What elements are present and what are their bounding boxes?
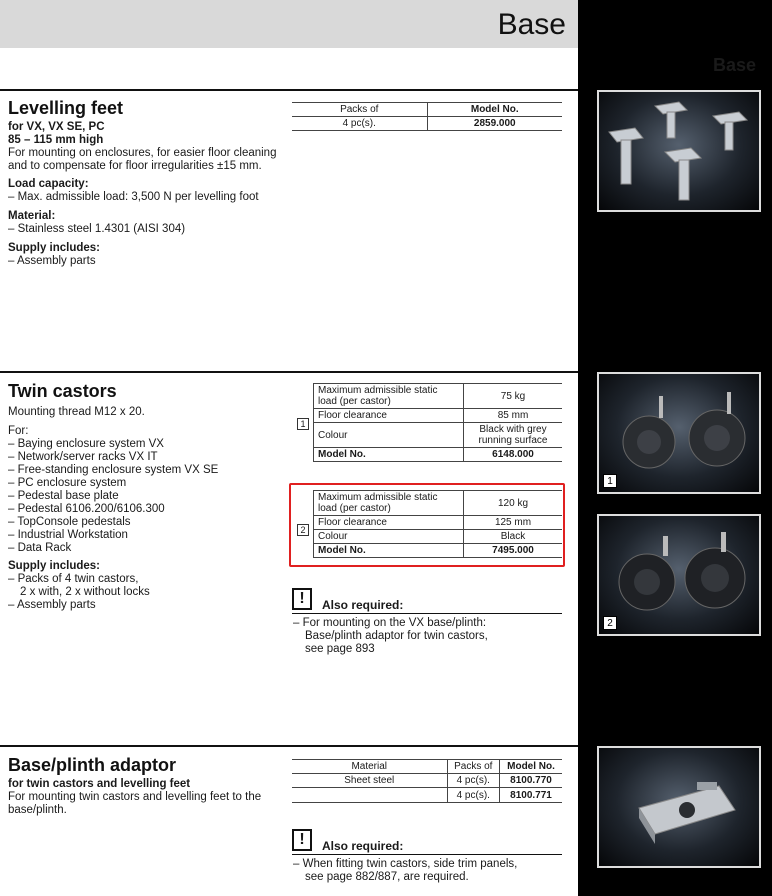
adaptor-table bbox=[292, 759, 562, 803]
for-item: – Pedestal 6106.200/6106.300 bbox=[8, 503, 165, 515]
also-required-line: – For mounting on the VX base/plinth: bbox=[293, 617, 487, 629]
adaptor-photo bbox=[597, 746, 761, 868]
packs-value: 4 pc(s). bbox=[447, 788, 500, 803]
material-value bbox=[292, 788, 447, 803]
material-text: – Stainless steel 1.4301 (AISI 304) bbox=[8, 223, 186, 235]
for-heading: For: bbox=[8, 425, 29, 437]
highlight-box bbox=[289, 483, 565, 567]
castors-title: Twin castors bbox=[8, 381, 117, 401]
header-band bbox=[0, 0, 578, 48]
also-required-line: Base/plinth adaptor for twin castors, bbox=[305, 630, 488, 642]
castors-supply-line: 2 x with, 2 x without locks bbox=[20, 586, 150, 598]
also-required-heading: Also required: bbox=[322, 598, 404, 612]
material-value: Sheet steel bbox=[292, 774, 447, 788]
model-label: Model No. bbox=[314, 544, 464, 558]
castor-photo-2 bbox=[597, 514, 761, 636]
load-label-line-2: load (per castor) bbox=[318, 503, 391, 514]
load-capacity-heading: Load capacity: bbox=[8, 178, 89, 190]
load-value: 120 kg bbox=[464, 491, 563, 516]
for-item: – Pedestal base plate bbox=[8, 490, 119, 502]
table-row bbox=[314, 423, 563, 448]
levelling-feet-illustration bbox=[599, 92, 759, 210]
load-label-line-1: Maximum admissible static bbox=[318, 385, 438, 396]
table-row bbox=[314, 448, 563, 462]
colour-value bbox=[464, 423, 563, 448]
for-item: – PC enclosure system bbox=[8, 477, 127, 489]
load-label-line-1: Maximum admissible static bbox=[318, 492, 438, 503]
colour-value-line-1: Black with grey bbox=[479, 424, 547, 435]
section-divider bbox=[0, 745, 578, 747]
table-row bbox=[314, 384, 563, 409]
castors-supply-line: – Assembly parts bbox=[8, 599, 96, 611]
also-required-line: – When fitting twin castors, side trim panels, bbox=[293, 858, 518, 870]
floor-label: Floor clearance bbox=[314, 409, 464, 423]
model-value: 2859.000 bbox=[427, 117, 562, 131]
load-value: 75 kg bbox=[464, 384, 563, 409]
col-model-header: Model No. bbox=[500, 760, 562, 774]
col-packs-header: Packs of bbox=[447, 760, 500, 774]
model-value: 8100.771 bbox=[500, 788, 562, 803]
table-2-badge: 2 bbox=[297, 524, 309, 536]
table-header-row bbox=[292, 103, 562, 117]
levelling-for: for VX, VX SE, PC bbox=[8, 121, 105, 133]
for-item: – Baying enclosure system VX bbox=[8, 438, 164, 450]
castor-photo-1 bbox=[597, 372, 761, 494]
warning-icon: ! bbox=[292, 829, 312, 851]
material-heading: Material: bbox=[8, 210, 56, 222]
colour-label: Colour bbox=[314, 423, 464, 448]
warning-icon: ! bbox=[292, 588, 312, 610]
levelling-feet-photo bbox=[597, 90, 761, 212]
floor-value: 125 mm bbox=[464, 516, 563, 530]
castor-illustration bbox=[599, 516, 759, 634]
floor-label: Floor clearance bbox=[314, 516, 464, 530]
castors-table-1 bbox=[313, 383, 562, 462]
load-label bbox=[314, 384, 464, 409]
model-value: 7495.000 bbox=[464, 544, 563, 558]
for-item: – Network/server racks VX IT bbox=[8, 451, 158, 463]
table-row bbox=[292, 774, 562, 788]
col-packs-header: Packs of bbox=[292, 103, 427, 117]
packs-value: 4 pc(s). bbox=[447, 774, 500, 788]
table-header-row bbox=[292, 760, 562, 774]
table-row bbox=[292, 788, 562, 803]
also-required-line: see page 893 bbox=[305, 643, 375, 655]
supply-heading: Supply includes: bbox=[8, 242, 101, 254]
load-capacity-text: – Max. admissible load: 3,500 N per levelling foot bbox=[8, 191, 259, 203]
for-item: – Data Rack bbox=[8, 542, 72, 554]
castor-illustration bbox=[599, 374, 759, 492]
colour-value: Black bbox=[464, 530, 563, 544]
levelling-title: Levelling feet bbox=[8, 98, 124, 118]
colour-label: Colour bbox=[314, 530, 464, 544]
col-model-header: Model No. bbox=[427, 103, 562, 117]
adaptor-desc-2: base/plinth. bbox=[8, 804, 67, 816]
adaptor-title: Base/plinth adaptor bbox=[8, 755, 177, 775]
castors-supply-heading: Supply includes: bbox=[8, 560, 101, 572]
section-label: Base bbox=[712, 55, 756, 75]
supply-text: – Assembly parts bbox=[8, 255, 96, 267]
table-1-badge: 1 bbox=[297, 418, 309, 430]
col-material-header: Material bbox=[292, 760, 447, 774]
colour-value-line-2: running surface bbox=[478, 435, 548, 446]
mounting-thread: Mounting thread M12 x 20. bbox=[8, 406, 145, 418]
model-value: 6148.000 bbox=[464, 448, 563, 462]
table-row bbox=[292, 117, 562, 131]
floor-value: 85 mm bbox=[464, 409, 563, 423]
adaptor-for: for twin castors and levelling feet bbox=[8, 778, 191, 790]
section-divider bbox=[0, 371, 578, 373]
levelling-table bbox=[292, 102, 562, 131]
castors-supply-line: – Packs of 4 twin castors, bbox=[8, 573, 139, 585]
for-item: – Industrial Workstation bbox=[8, 529, 128, 541]
page-title: Base bbox=[497, 8, 566, 41]
model-value: 8100.770 bbox=[500, 774, 562, 788]
levelling-desc-2: and to compensate for floor irregularities ±15 mm. bbox=[8, 160, 262, 172]
section-divider bbox=[0, 89, 578, 91]
levelling-desc-1: For mounting on enclosures, for easier floor cleaning bbox=[8, 147, 277, 159]
model-label: Model No. bbox=[314, 448, 464, 462]
also-required-line: see page 882/887, are required. bbox=[305, 871, 469, 883]
photo-badge-2: 2 bbox=[603, 616, 617, 630]
levelling-height: 85 – 115 mm high bbox=[8, 134, 104, 146]
photo-badge-1: 1 bbox=[603, 474, 617, 488]
adaptor-desc-1: For mounting twin castors and levelling feet to the bbox=[8, 791, 262, 803]
for-item: – TopConsole pedestals bbox=[8, 516, 131, 528]
table-row bbox=[314, 409, 563, 423]
also-required-rule bbox=[292, 613, 562, 614]
for-item: – Free-standing enclosure system VX SE bbox=[8, 464, 219, 476]
also-required-rule bbox=[292, 854, 562, 855]
also-required-heading: Also required: bbox=[322, 839, 404, 853]
packs-value: 4 pc(s). bbox=[292, 117, 427, 131]
adaptor-illustration bbox=[599, 748, 759, 866]
load-label-line-2: load (per castor) bbox=[318, 396, 391, 407]
